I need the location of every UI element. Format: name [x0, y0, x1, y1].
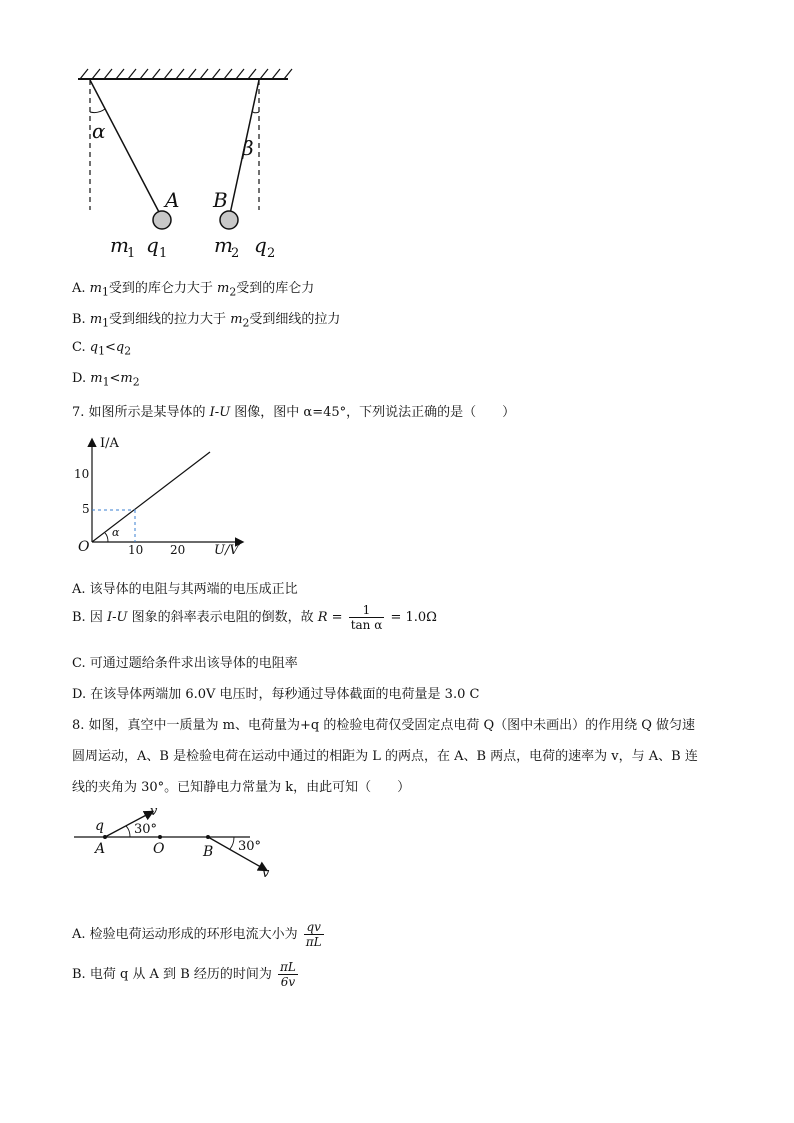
v-bottom-label: v — [262, 866, 270, 881]
pendulum-figure — [70, 62, 310, 267]
q6-option-a: A. $m_1$受到的库仑力大于 $m_2$受到的库仑力 — [72, 281, 315, 299]
q2-label: q — [254, 233, 267, 257]
q8-stem-line1: 8. 如图，真空中一质量为 m、电荷量为+q 的检验电荷仅受固定点电荷 Q（图中未画出）的作用绕 Q 做匀速 — [72, 718, 696, 733]
alpha-label: α — [112, 526, 120, 539]
point-a-label: A — [95, 841, 106, 857]
m1-sub: 1 — [127, 246, 136, 261]
q7-option-a: A. 该导体的电阻与其两端的电压成正比 — [72, 582, 298, 597]
origin-label: O — [78, 539, 90, 555]
m1-label: m — [110, 233, 129, 257]
ytick-10: 10 — [74, 467, 90, 481]
q1-label: q — [146, 233, 159, 257]
q6-option-d: D. $m_1<m_2$ — [72, 371, 140, 389]
velocity-figure — [70, 800, 280, 885]
v-top-label: v — [150, 804, 158, 819]
m2-label: m — [214, 233, 233, 257]
point-o-label: O — [153, 841, 165, 857]
q7-option-b: B. 因 I-U 图象的斜率表示电阻的倒数，故 R = $\frac{1}{\text{tan α}}$ = 1.0Ω — [72, 603, 437, 632]
iu-graph — [70, 430, 260, 565]
xlabel: U/V — [214, 543, 239, 558]
ytick-5: 5 — [82, 502, 90, 516]
ball-a-label: A — [165, 188, 180, 212]
q7-option-d: D. 在该导体两端加 6.0V 电压时，每秒通过导体截面的电荷量是 3.0 C — [72, 687, 480, 702]
q8-option-a: A. 检验电荷运动形成的环形电流大小为 $\frac{qv}{\pi L}$ — [72, 920, 322, 949]
xtick-10: 10 — [128, 543, 144, 557]
q8-stem-line2: 圆周运动，A、B 是检验电荷在运动中通过的相距为 L 的两点，在 A、B 两点，电荷的速率为 v，与 A、B 连 — [72, 749, 698, 764]
m2-sub: 2 — [231, 246, 240, 261]
ceiling-hatching — [80, 69, 292, 79]
alpha-label: α — [92, 119, 106, 143]
q6-option-c: C. $q_1<q_2$ — [72, 340, 132, 358]
ylabel: I/A — [100, 436, 119, 451]
ball-b-label: B — [213, 188, 228, 212]
q-label: q — [95, 818, 104, 834]
point-b-label: B — [203, 844, 214, 860]
beta-label: β — [242, 136, 254, 160]
q7-stem: 7. 如图所示是某导体的 I-U 图像，图中 α=45°，下列说法正确的是（ ） — [72, 405, 516, 420]
q7-option-c: C. 可通过题给条件求出该导体的电阻率 — [72, 656, 298, 671]
q2-sub: 2 — [267, 246, 276, 261]
q1-sub: 1 — [159, 246, 168, 261]
angle-top-label: 30° — [134, 822, 158, 837]
xtick-20: 20 — [170, 543, 186, 557]
q6-option-b: B. $m_1$受到细线的拉力大于 $m_2$受到细线的拉力 — [72, 312, 341, 330]
q8-stem-line3: 线的夹角为 30°。已知静电力常量为 k，由此可知（ ） — [72, 780, 411, 795]
angle-right-label: 30° — [238, 839, 262, 854]
q8-option-b: B. 电荷 q 从 A 到 B 经历的时间为 $\frac{\pi L}{6v}$ — [72, 960, 296, 989]
